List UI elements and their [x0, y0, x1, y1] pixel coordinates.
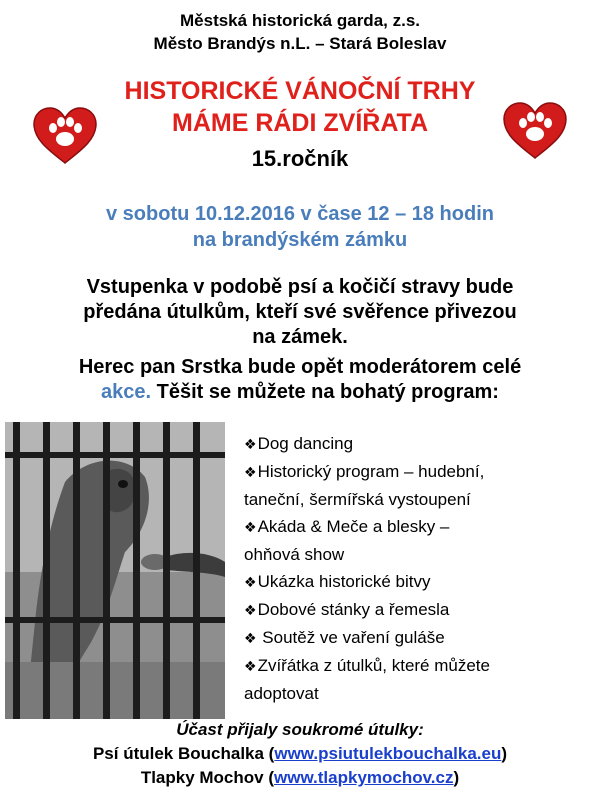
event-place: na brandýském zámku [192, 229, 408, 251]
diamond-bullet-icon: ❖ [244, 519, 257, 535]
edition: 15.ročník [251, 146, 349, 171]
program-list [244, 430, 594, 707]
shelter-2-name: Tlapky Mochov ( [140, 768, 274, 787]
organizer-line-1: Městská historická garda, z.s. [180, 11, 420, 30]
shelter-1 [0, 742, 600, 766]
program-item-text: Zvířátka z útulků, které můžete [257, 656, 490, 675]
program-item-text: Ukázka historické bitvy [257, 572, 431, 591]
ticket-line-1: Vstupenka v podobě psí a kočičí stravy bude [86, 276, 514, 298]
ticket-line-3: na zámek. [252, 326, 348, 348]
title-line-2: MÁME RÁDI ZVÍŘATA [172, 109, 428, 137]
event-date: v sobotu 10.12.2016 v čase 12 – 18 hodin [106, 203, 494, 225]
host-line-1: Herec pan Srstka bude opět moderátorem celé [78, 356, 522, 378]
program-item-text: Akáda & Meče a blesky – [257, 517, 450, 536]
participants-heading: Účast přijaly soukromé útulky: [176, 720, 424, 739]
shelter-1-link[interactable]: www.psiutulekbouchalka.eu [274, 744, 502, 763]
program-item [244, 513, 594, 541]
diamond-bullet-icon: ❖ [244, 630, 257, 646]
host-line-2-blue: akce. [101, 381, 152, 403]
program-item-continuation: taneční, šermířská vystoupení [244, 490, 471, 509]
diamond-bullet-icon: ❖ [244, 464, 257, 480]
diamond-bullet-icon: ❖ [244, 658, 257, 674]
diamond-bullet-icon: ❖ [244, 602, 257, 618]
program-item [244, 430, 594, 458]
program-item-continuation: ohňová show [244, 545, 345, 564]
program-item [244, 568, 594, 596]
heart-paw-icon [500, 100, 570, 162]
shelter-1-end: ) [501, 744, 508, 763]
shelter-2 [0, 766, 600, 790]
dog-behind-bars-photo [5, 422, 225, 719]
diamond-bullet-icon: ❖ [244, 574, 257, 590]
program-item-text: Soutěž ve vaření guláše [257, 628, 445, 647]
program-item [244, 596, 594, 624]
organizer-line-2: Město Brandýs n.L. – Stará Boleslav [153, 34, 447, 53]
shelter-2-link[interactable]: www.tlapkymochov.cz [274, 768, 454, 787]
program-item-text: Historický program – hudební, [257, 462, 485, 481]
program-item-continuation: adoptovat [244, 684, 319, 703]
heart-paw-icon [30, 105, 100, 167]
program-item [244, 652, 594, 680]
ticket-line-2: předána útulkům, kteří své svěřence přivezou [83, 301, 517, 323]
shelter-1-name: Psí útulek Bouchalka ( [92, 744, 275, 763]
diamond-bullet-icon: ❖ [244, 436, 257, 452]
program-item-text: Dobové stánky a řemesla [257, 600, 450, 619]
program-item-text: Dog dancing [257, 434, 354, 453]
program-item [244, 624, 594, 652]
title-line-1: HISTORICKÉ VÁNOČNÍ TRHY [124, 77, 476, 105]
program-item [244, 458, 594, 486]
host-line-2 [0, 380, 600, 405]
shelter-2-end: ) [453, 768, 460, 787]
host-line-2-black: Těšit se můžete na bohatý program: [156, 381, 499, 403]
